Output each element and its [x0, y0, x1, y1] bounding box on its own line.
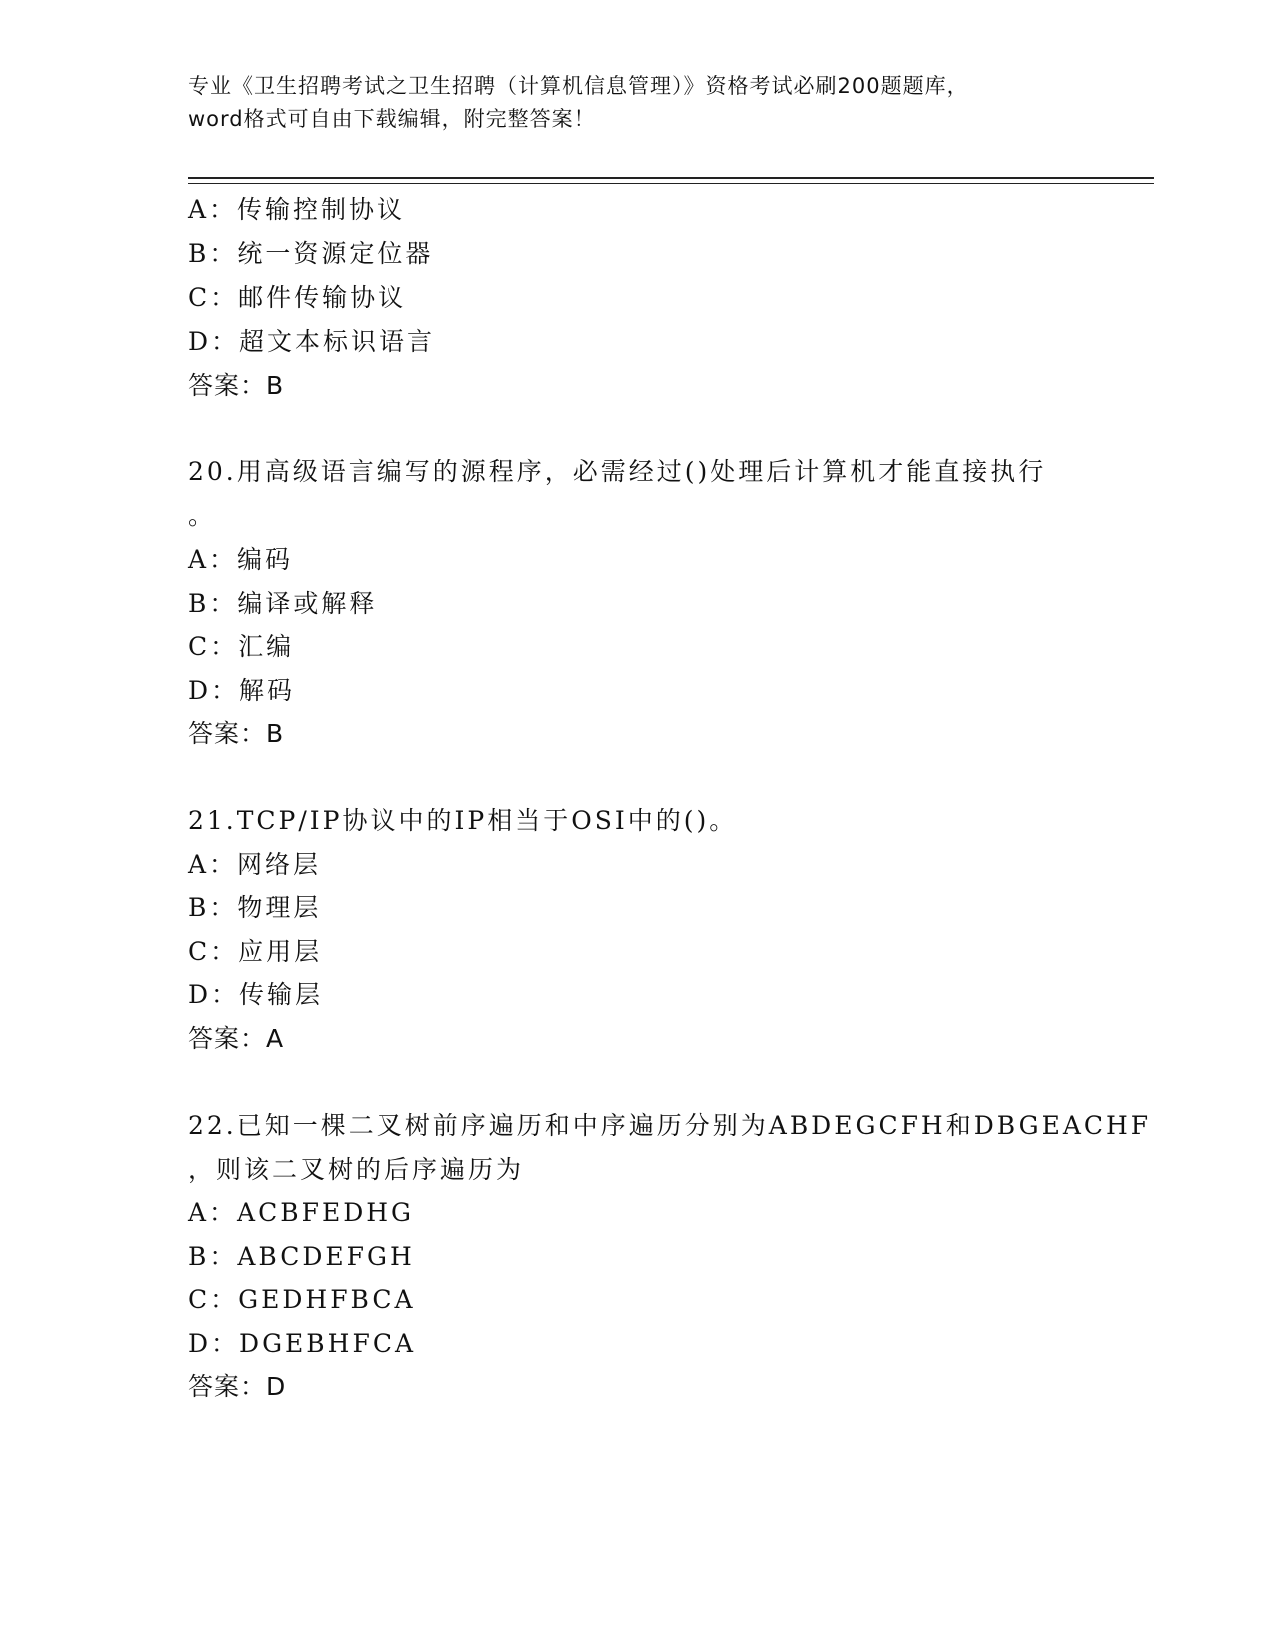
- header-divider-thin: [188, 183, 1154, 184]
- option-d: D：解码: [188, 676, 296, 705]
- answer-line: 答案：B: [188, 719, 285, 748]
- option-c: C：邮件传输协议: [188, 283, 407, 312]
- option-b: B：编译或解释: [188, 589, 378, 618]
- question-20-text: 20.用高级语言编写的源程序，必需经过()处理后计算机才能直接执行: [188, 457, 1047, 486]
- option-c: C：GEDHFBCA: [188, 1285, 416, 1314]
- option-c: C：应用层: [188, 937, 323, 966]
- header-divider-thick: [188, 177, 1154, 179]
- option-b: B：统一资源定位器: [188, 239, 434, 268]
- question-22-text: 22.已知一棵二叉树前序遍历和中序遍历分别为ABDEGCFH和DBGEACHF: [188, 1111, 1152, 1140]
- question-22-text-cont: ，则该二叉树的后序遍历为: [188, 1155, 525, 1184]
- option-d: D：传输层: [188, 980, 324, 1009]
- answer-line: 答案：D: [188, 1372, 287, 1401]
- header-title-line-2: word格式可自由下载编辑，附完整答案！: [188, 107, 596, 131]
- option-d: D：DGEBHFCA: [188, 1329, 417, 1358]
- answer-line: 答案：A: [188, 1024, 285, 1053]
- question-21-text: 21.TCP/IP协议中的IP相当于OSI中的()。: [188, 806, 738, 835]
- option-c: C：汇编: [188, 632, 295, 661]
- option-b: B：物理层: [188, 893, 322, 922]
- header-title-line-1: 专业《卫生招聘考试之卫生招聘（计算机信息管理）》资格考试必刷200题题库，: [188, 74, 969, 98]
- document-header: [188, 70, 1088, 136]
- option-a: A：ACBFEDHG: [188, 1198, 415, 1227]
- option-a: A：传输控制协议: [188, 195, 406, 224]
- option-d: D：超文本标识语言: [188, 327, 436, 356]
- question-20-text-cont: 。: [188, 501, 217, 530]
- option-b: B：ABCDEFGH: [188, 1242, 415, 1271]
- option-a: A：网络层: [188, 850, 322, 879]
- option-a: A：编码: [188, 545, 294, 574]
- answer-line: 答案：B: [188, 371, 285, 400]
